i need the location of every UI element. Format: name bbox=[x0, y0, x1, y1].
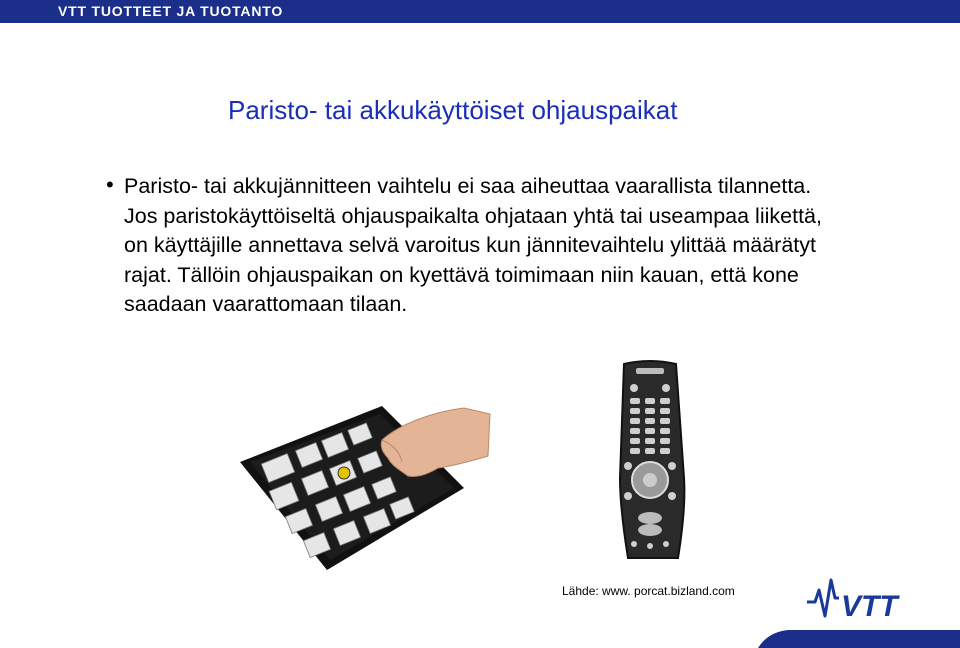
tv-remote-image bbox=[600, 358, 700, 563]
vtt-logo bbox=[805, 576, 920, 626]
org-label: VTT TUOTTEET JA TUOTANTO bbox=[58, 3, 284, 19]
keypad-remote-image bbox=[232, 400, 492, 580]
header-bar bbox=[0, 0, 960, 23]
logo-text: VTT bbox=[841, 590, 898, 623]
bullet-marker: • bbox=[106, 172, 114, 197]
bullet-text: Paristo- tai akkujännitteen vaihtelu ei saa aiheuttaa vaarallista tilannetta. Jos paristokäyttöiseltä ohjauspaikalta ohjataan yhtä tai useampaa liikettä, on käyttäjille annettava selvä varoitus kun jännitevaihtelu ylittää määrätyt rajat. Tällöin ohjauspaikan on kyettävä toimimaan niin kauan, että kone saadaan vaarattomaan tilaan. bbox=[124, 174, 822, 316]
slide-title: Paristo- tai akkukäyttöiset ohjauspaikat bbox=[228, 95, 678, 125]
source-caption: Lähde: www. porcat.bizland.com bbox=[562, 584, 735, 598]
corner-decoration bbox=[758, 628, 960, 648]
